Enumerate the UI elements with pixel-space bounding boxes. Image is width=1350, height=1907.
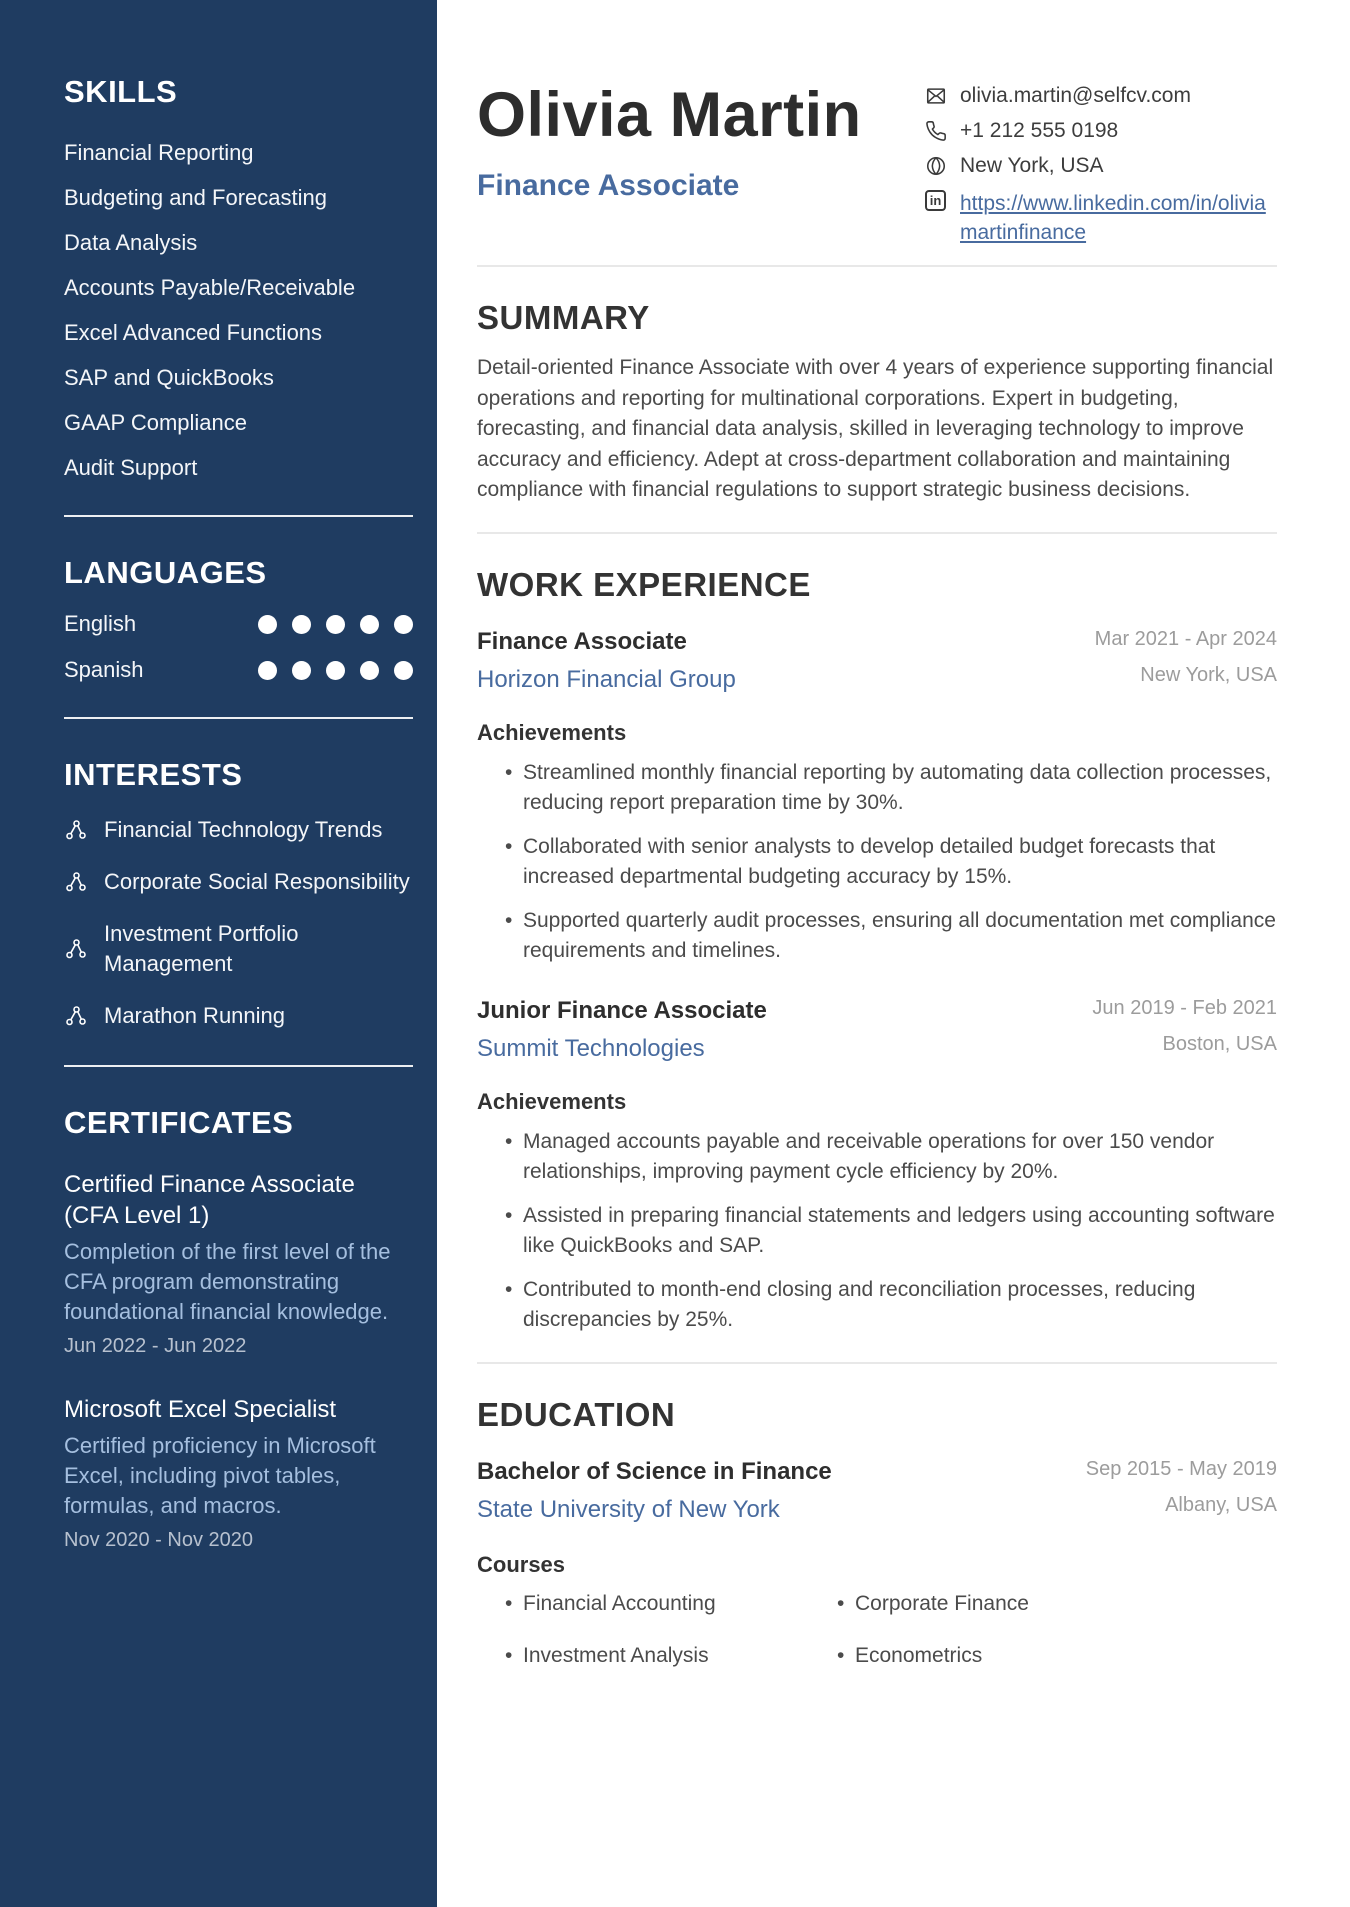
sidebar-divider: [64, 1065, 413, 1067]
share-nodes-icon: [64, 818, 88, 842]
skill-item: Audit Support: [64, 455, 198, 480]
work-experience-section: [477, 566, 1277, 1336]
summary-title: SUMMARY: [477, 299, 650, 336]
contact-location: New York, USA: [960, 154, 1104, 177]
job-entry: [477, 628, 1277, 967]
achievement-item: • Streamlined monthly financial reporting by automating data collection processes, reducing report preparation time by 30%.: [477, 758, 1277, 819]
level-dot: [360, 661, 379, 680]
job-entry: [477, 997, 1277, 1336]
achievements-list: [477, 758, 1277, 967]
degree-meta: [1086, 1458, 1277, 1524]
skills-list: [64, 140, 413, 481]
level-dot: [360, 615, 379, 634]
sidebar-divider: [64, 717, 413, 719]
certificates-section-title: CERTIFICATES: [64, 1105, 294, 1140]
contact-phone: +1 212 555 0198: [960, 119, 1119, 142]
share-nodes-icon: [64, 1004, 88, 1028]
course-item: • Financial Accounting: [477, 1592, 809, 1616]
job-company: Horizon Financial Group: [477, 665, 736, 693]
level-dot: [292, 615, 311, 634]
certificates-section: [64, 1105, 413, 1552]
contact-location-row: [925, 154, 1277, 178]
mail-icon: [925, 85, 947, 107]
linkedin-icon: [925, 190, 947, 212]
contact-email: olivia.martin@selfcv.com: [960, 84, 1191, 107]
degree-entry: [477, 1458, 1277, 1668]
degree-school: State University of New York: [477, 1495, 780, 1523]
education-section: [477, 1396, 1277, 1668]
interest-label: Financial Technology Trends: [104, 817, 383, 842]
certificate-description: Completion of the first level of the CFA program demonstrating foundational financial knowledge.: [64, 1239, 391, 1324]
linkedin-link[interactable]: https://www.linkedin.com/in/oliviamartinfinance: [960, 192, 1266, 244]
phone-icon: [925, 120, 947, 142]
degree-dates: Sep 2015 - May 2019: [1085, 1457, 1277, 1480]
work-experience-title: WORK EXPERIENCE: [477, 565, 811, 603]
section-rule: [477, 1362, 1277, 1364]
certificate-name: Microsoft Excel Specialist: [64, 1396, 337, 1423]
achievement-item: • Contributed to month-end closing and reconciliation processes, reducing discrepancies by 25%.: [477, 1275, 1277, 1336]
achievements-list: [477, 1127, 1277, 1336]
language-level-dots: [258, 615, 413, 634]
resume-header: [477, 80, 1277, 247]
achievement-item: • Managed accounts payable and receivable operations for over 150 vendor relationships, improving payment cycle efficiency by 20%.: [477, 1127, 1277, 1188]
sidebar-divider: [64, 515, 413, 517]
skill-item: GAAP Compliance: [64, 410, 248, 435]
language-row: [64, 611, 413, 637]
interest-item: [64, 815, 413, 845]
sidebar: [0, 0, 437, 1907]
courses-list: [477, 1592, 1277, 1668]
skill-item: Excel Advanced Functions: [64, 320, 323, 345]
skill-item: SAP and QuickBooks: [64, 365, 274, 390]
level-dot: [394, 661, 413, 680]
share-nodes-icon: [64, 937, 88, 961]
achievement-item: • Assisted in preparing financial statements and ledgers using accounting software like QuickBooks and SAP.: [477, 1201, 1277, 1262]
job-meta: [1095, 628, 1277, 694]
level-dot: [258, 615, 277, 634]
interests-section: [64, 757, 413, 1031]
summary-section: [477, 299, 1277, 506]
job-company: Summit Technologies: [477, 1034, 705, 1062]
course-item: • Corporate Finance: [809, 1592, 1277, 1616]
language-name: Spanish: [64, 657, 144, 682]
interest-label: Investment Portfolio Management: [104, 921, 299, 976]
interest-item: [64, 1001, 413, 1031]
job-header: [477, 997, 1277, 1063]
certificate-name: Certified Finance Associate (CFA Level 1): [64, 1171, 355, 1229]
interest-label: Corporate Social Responsibility: [104, 869, 410, 894]
certificate-item: [64, 1169, 413, 1358]
level-dot: [326, 615, 345, 634]
contact-phone-row: [925, 119, 1277, 143]
job-title: Junior Finance Associate: [477, 996, 767, 1024]
person-name: Olivia Martin: [477, 80, 862, 150]
job-title-block: [477, 997, 767, 1063]
language-name: English: [64, 611, 137, 636]
interest-label: Marathon Running: [104, 1003, 286, 1028]
job-dates: Jun 2019 - Feb 2021: [1092, 996, 1277, 1019]
certificate-date: Jun 2022 - Jun 2022: [64, 1335, 247, 1357]
achievements-label: Achievements: [477, 719, 627, 745]
languages-section: [64, 555, 413, 683]
skill-item: Financial Reporting: [64, 140, 254, 165]
globe-icon: [925, 155, 947, 177]
degree-title-block: [477, 1458, 832, 1524]
skill-item: Budgeting and Forecasting: [64, 185, 327, 210]
languages-section-title: LANGUAGES: [64, 555, 267, 590]
language-level-dots: [258, 661, 413, 680]
skills-section-title: SKILLS: [64, 74, 178, 109]
interest-item: [64, 867, 413, 897]
job-header: [477, 628, 1277, 694]
degree-location: Albany, USA: [1165, 1493, 1277, 1516]
language-row: [64, 657, 413, 683]
job-dates: Mar 2021 - Apr 2024: [1094, 627, 1277, 650]
skill-item: Accounts Payable/Receivable: [64, 275, 356, 300]
degree-header: [477, 1458, 1277, 1524]
achievement-item: • Supported quarterly audit processes, ensuring all documentation met compliance requirements and timelines.: [477, 906, 1277, 967]
interests-section-title: INTERESTS: [64, 757, 243, 792]
share-nodes-icon: [64, 870, 88, 894]
certificate-date: Nov 2020 - Nov 2020: [64, 1529, 254, 1551]
level-dot: [326, 661, 345, 680]
job-location: Boston, USA: [1162, 1032, 1277, 1055]
achievement-item: • Collaborated with senior analysts to develop detailed budget forecasts that increased departmental budgeting accuracy by 15%.: [477, 832, 1277, 893]
certificate-description: Certified proficiency in Microsoft Excel, including pivot tables, formulas, and macros.: [64, 1433, 376, 1518]
job-title-block: [477, 628, 736, 694]
course-item: • Econometrics: [809, 1644, 1277, 1668]
main-column: [437, 0, 1350, 1907]
level-dot: [394, 615, 413, 634]
job-location: New York, USA: [1140, 663, 1277, 686]
contact-block: [925, 84, 1277, 247]
section-rule: [477, 532, 1277, 534]
job-meta: [1092, 997, 1277, 1063]
interest-item: [64, 919, 413, 979]
education-title: EDUCATION: [477, 1395, 676, 1433]
person-job-title: Finance Associate: [477, 169, 740, 202]
certificate-item: [64, 1394, 413, 1552]
contact-email-row: [925, 84, 1277, 108]
name-block: [477, 80, 862, 247]
summary-text: Detail-oriented Finance Associate with over 4 years of experience supporting financial operations and reporting for multinational corporations. Expert in budgeting, forecasting, and financial data analysis, skilled in leveraging technology to improve accuracy and efficiency. Adept at cross-department collaboration and maintaining compliance with financial regulations to support strategic business decisions.: [477, 356, 1274, 501]
job-title: Finance Associate: [477, 627, 687, 655]
section-rule: [477, 265, 1277, 267]
level-dot: [292, 661, 311, 680]
course-item: • Investment Analysis: [477, 1644, 809, 1668]
contact-linkedin-row: [925, 189, 1277, 247]
courses-label: Courses: [477, 1551, 566, 1577]
achievements-label: Achievements: [477, 1088, 627, 1114]
skill-item: Data Analysis: [64, 230, 198, 255]
level-dot: [258, 661, 277, 680]
degree-title: Bachelor of Science in Finance: [477, 1457, 832, 1485]
